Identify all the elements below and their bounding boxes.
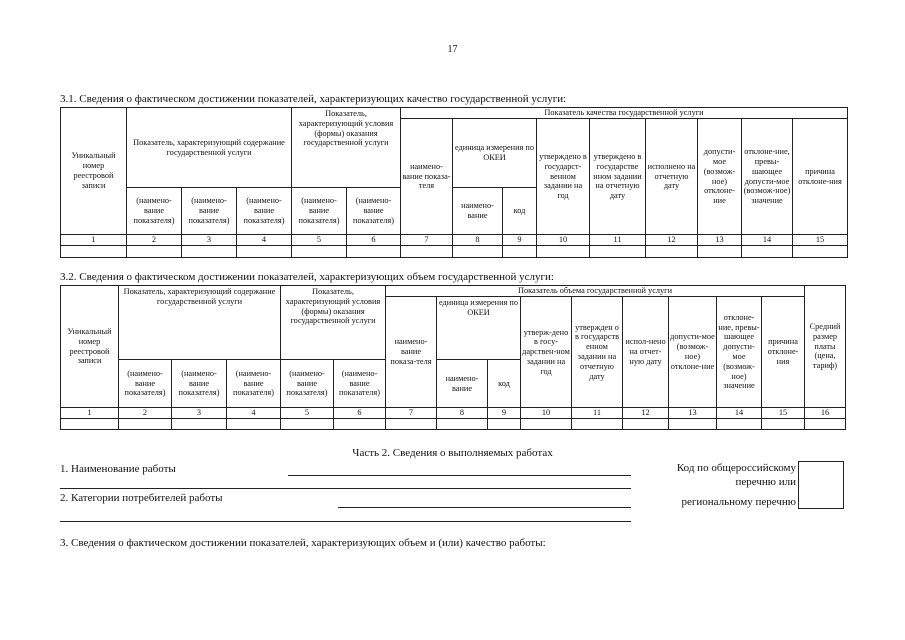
col-num: 11 [590,235,646,246]
col-num: 12 [623,408,669,419]
header-allowed-deviation: допусти-мое (возмож-ное) отклоне-ние [698,119,742,235]
col-num: 6 [347,235,401,246]
section-31-title: 3.1. Сведения о фактическом достижении показателей, характеризующих качество государственной услуги: [60,93,567,105]
header-allowed-deviation: допусти-мое (возмож-ное) отклоне-ние [669,297,717,408]
code-label-3: региональному перечню [681,496,796,508]
header-conditions-indicator: Показатель, характеризующий условия (формы) оказания государственной услуги [292,108,401,188]
col-num: 1 [61,408,119,419]
col-num: 14 [742,235,793,246]
header-excess-deviation: отклоне-ние, превы-шающее допусти-мое (возмож-ное) значение [742,119,793,235]
header-unit-name: наимено-вание [437,360,488,408]
work-name-line-2 [60,488,631,489]
header-reason: причина отклоне-ния [762,297,805,408]
header-unique-number: Уникальный номер реестровой записи [61,108,127,235]
col-num: 3 [182,235,237,246]
col-num: 9 [503,235,537,246]
col-num: 2 [127,235,182,246]
col-num: 11 [572,408,623,419]
col-num: 13 [669,408,717,419]
col-num: 4 [237,235,292,246]
header-indicator-name: наимено-вание показа-теля [386,297,437,408]
col-num: 13 [698,235,742,246]
header-executed-date: исполнено на отчетную дату [646,119,698,235]
page-number: 17 [447,44,458,55]
col-num: 12 [646,235,698,246]
col-num: 16 [805,408,846,419]
header-unit-code: код [503,188,537,235]
header-unit-code: код [488,360,521,408]
col-num: 6 [334,408,386,419]
col-num: 1 [61,235,127,246]
sub-name-2: (наимено-вание показателя) [119,360,172,408]
header-conditions-indicator: Показатель, характеризующий условия (формы) оказания государственной услуги [281,286,386,360]
header-executed-date: испол-нено на отчет-ную дату [623,297,669,408]
sub-name-3: (наимено-вание показателя) [182,188,237,235]
header-excess-deviation: отклоне-ние, превы-шающее допусти-мое (возмож-ное) значение [717,297,762,408]
header-avg-fee: Средний размер платы (цена, тариф) [805,286,846,408]
consumers-line-1 [338,507,631,508]
volume-table [60,285,846,430]
col-num: 5 [292,235,347,246]
header-approved-year: утверж-дено в госу-дарствен-ном задании на год [521,297,572,408]
col-num: 14 [717,408,762,419]
part-2-title: Часть 2. Сведения о выполняемых работах [352,447,553,459]
section-3-title: 3. Сведения о фактическом достижении показателей, характеризующих объем и (или) качество работы: [60,537,546,549]
col-num: 7 [386,408,437,419]
col-num: 8 [453,235,503,246]
header-unit: единица измерения по ОКЕИ [437,297,521,360]
header-approved-date: утвержден о в государств енном задании на отчетную дату [572,297,623,408]
header-unit-name: наимено-вание [453,188,503,235]
col-num: 10 [521,408,572,419]
col-num: 15 [793,235,848,246]
header-approved-date: утверждено в государстве нном задании на отчетную дату [590,119,646,235]
sub-name-6: (наимено-вание показателя) [347,188,401,235]
col-num: 2 [119,408,172,419]
sub-name-4: (наимено-вание показателя) [227,360,281,408]
col-num: 5 [281,408,334,419]
work-name-line-1 [288,475,631,476]
col-num: 8 [437,408,488,419]
col-num: 15 [762,408,805,419]
quality-table [60,107,848,258]
col-num: 7 [401,235,453,246]
col-num: 10 [537,235,590,246]
col-num: 9 [488,408,521,419]
col-num: 3 [172,408,227,419]
col-num: 4 [227,408,281,419]
header-content-indicator: Показатель, характеризующий содержание государственной услуги [127,108,292,188]
sub-name-2: (наимено-вание показателя) [127,188,182,235]
header-unit: единица измерения по ОКЕИ [453,119,537,188]
sub-name-3: (наимено-вание показателя) [172,360,227,408]
header-content-indicator: Показатель, характеризующий содержание государственной услуги [119,286,281,360]
code-box[interactable] [798,461,844,509]
header-indicator-name: наимено-вание показа-теля [401,119,453,235]
header-volume-group: Показатель объема государственной услуги [386,286,805,297]
sub-name-5: (наимено-вание показателя) [281,360,334,408]
code-label-2: перечню или [735,476,796,488]
consumers-line-2 [60,521,631,522]
header-approved-year: утверждено в государст-венном задании на год [537,119,590,235]
work-name-label: 1. Наименование работы [60,463,176,475]
header-reason: причина отклоне-ния [793,119,848,235]
code-label-1: Код по общероссийскому [676,462,796,474]
sub-name-6: (наимено-вание показателя) [334,360,386,408]
sub-name-5: (наимено-вание показателя) [292,188,347,235]
consumers-label: 2. Категории потребителей работы [60,492,223,504]
header-quality-group: Показатель качества государственной услуги [401,108,848,119]
sub-name-4: (наимено-вание показателя) [237,188,292,235]
table-row [61,419,846,430]
table-row [61,246,848,258]
section-32-title: 3.2. Сведения о фактическом достижении показателей, характеризующих объем государственной услуги: [60,271,554,283]
header-unique-number: Уникальный номер реестровой записи [61,286,119,408]
